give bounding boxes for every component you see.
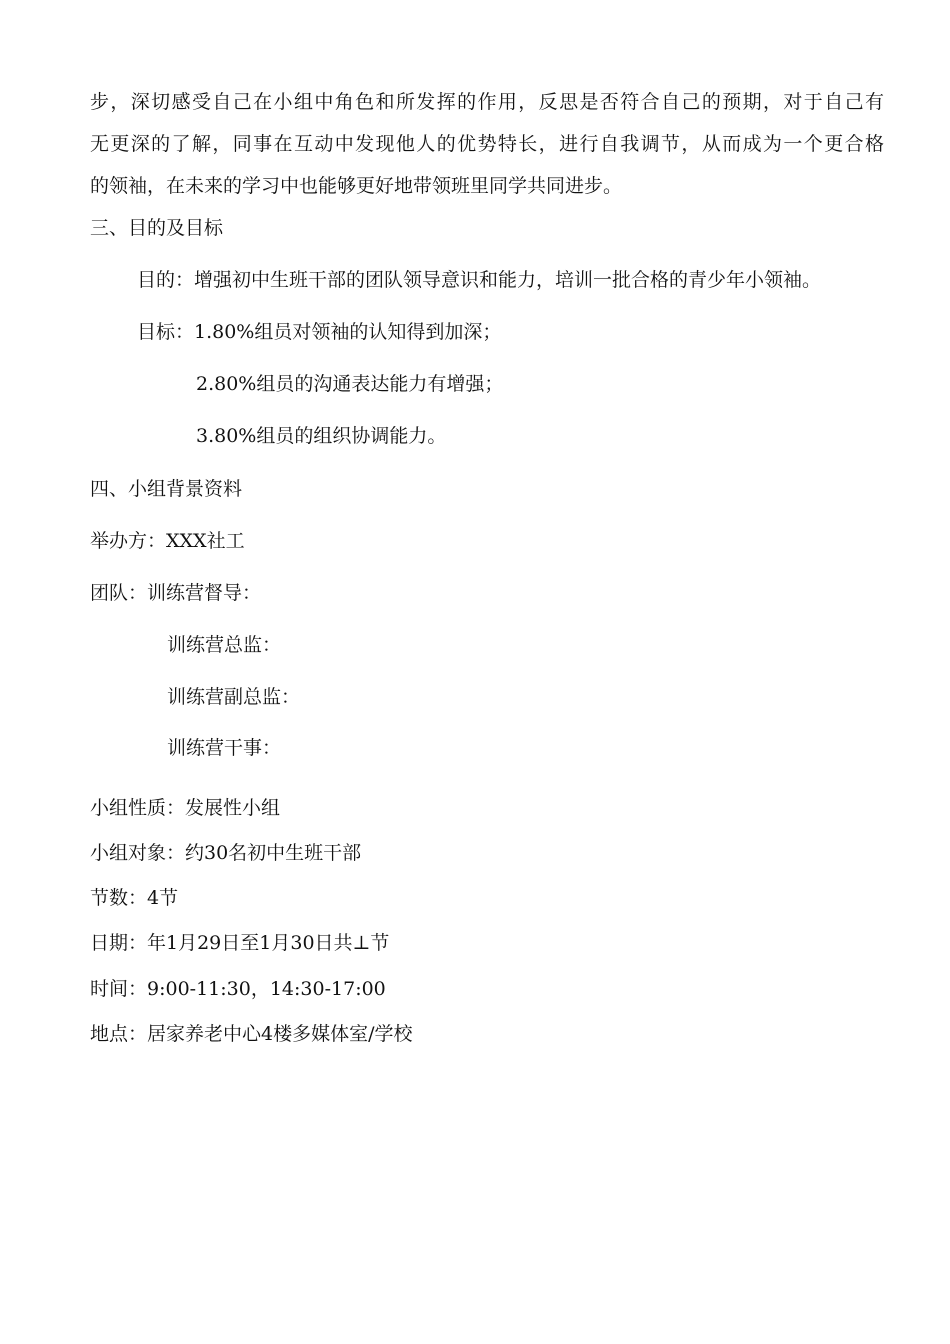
- team-line: 团队：训练营督导：: [90, 582, 262, 604]
- section-heading-purpose: 三、目的及目标: [90, 217, 224, 239]
- intro-line-2: 无更深的了解，同事在互动中发现他人的优势特长，进行自我调节，从而成为一个更合格: [90, 133, 884, 155]
- team-director-line: 训练营总监：: [167, 634, 282, 656]
- location-line: 地点：居家养老中心4楼多媒体室/学校: [90, 1023, 413, 1045]
- goal-item-3: 3.80%组员的组织协调能力。: [196, 425, 447, 447]
- team-staff-line: 训练营干事：: [167, 737, 282, 759]
- goal-item-2: 2.80%组员的沟通表达能力有增强；: [196, 373, 504, 395]
- intro-line-1: 步，深切感受自己在小组中角色和所发挥的作用，反思是否符合自己的预期，对于自己有: [90, 91, 884, 113]
- group-nature-line: 小组性质：发展性小组: [90, 797, 281, 819]
- goal-item-1: 目标：1.80%组员对领袖的认知得到加深；: [137, 321, 502, 343]
- section-heading-background: 四、小组背景资料: [90, 478, 243, 500]
- group-target-line: 小组对象：约30名初中生班干部: [90, 842, 362, 864]
- sessions-line: 节数：4节: [90, 887, 179, 909]
- purpose-text: 目的：增强初中生班干部的团队领导意识和能力，培训一批合格的青少年小领袖。: [137, 269, 822, 291]
- intro-line-3: 的领袖，在未来的学习中也能够更好地带领班里同学共同进步。: [90, 175, 623, 197]
- team-deputy-line: 训练营副总监：: [167, 686, 301, 708]
- date-line: 日期：年1月29日至1月30日共⊥节: [90, 932, 390, 954]
- organizer-line: 举办方：XXX社工: [90, 530, 245, 552]
- time-line: 时间：9:00-11:30，14:30-17:00: [90, 978, 386, 1000]
